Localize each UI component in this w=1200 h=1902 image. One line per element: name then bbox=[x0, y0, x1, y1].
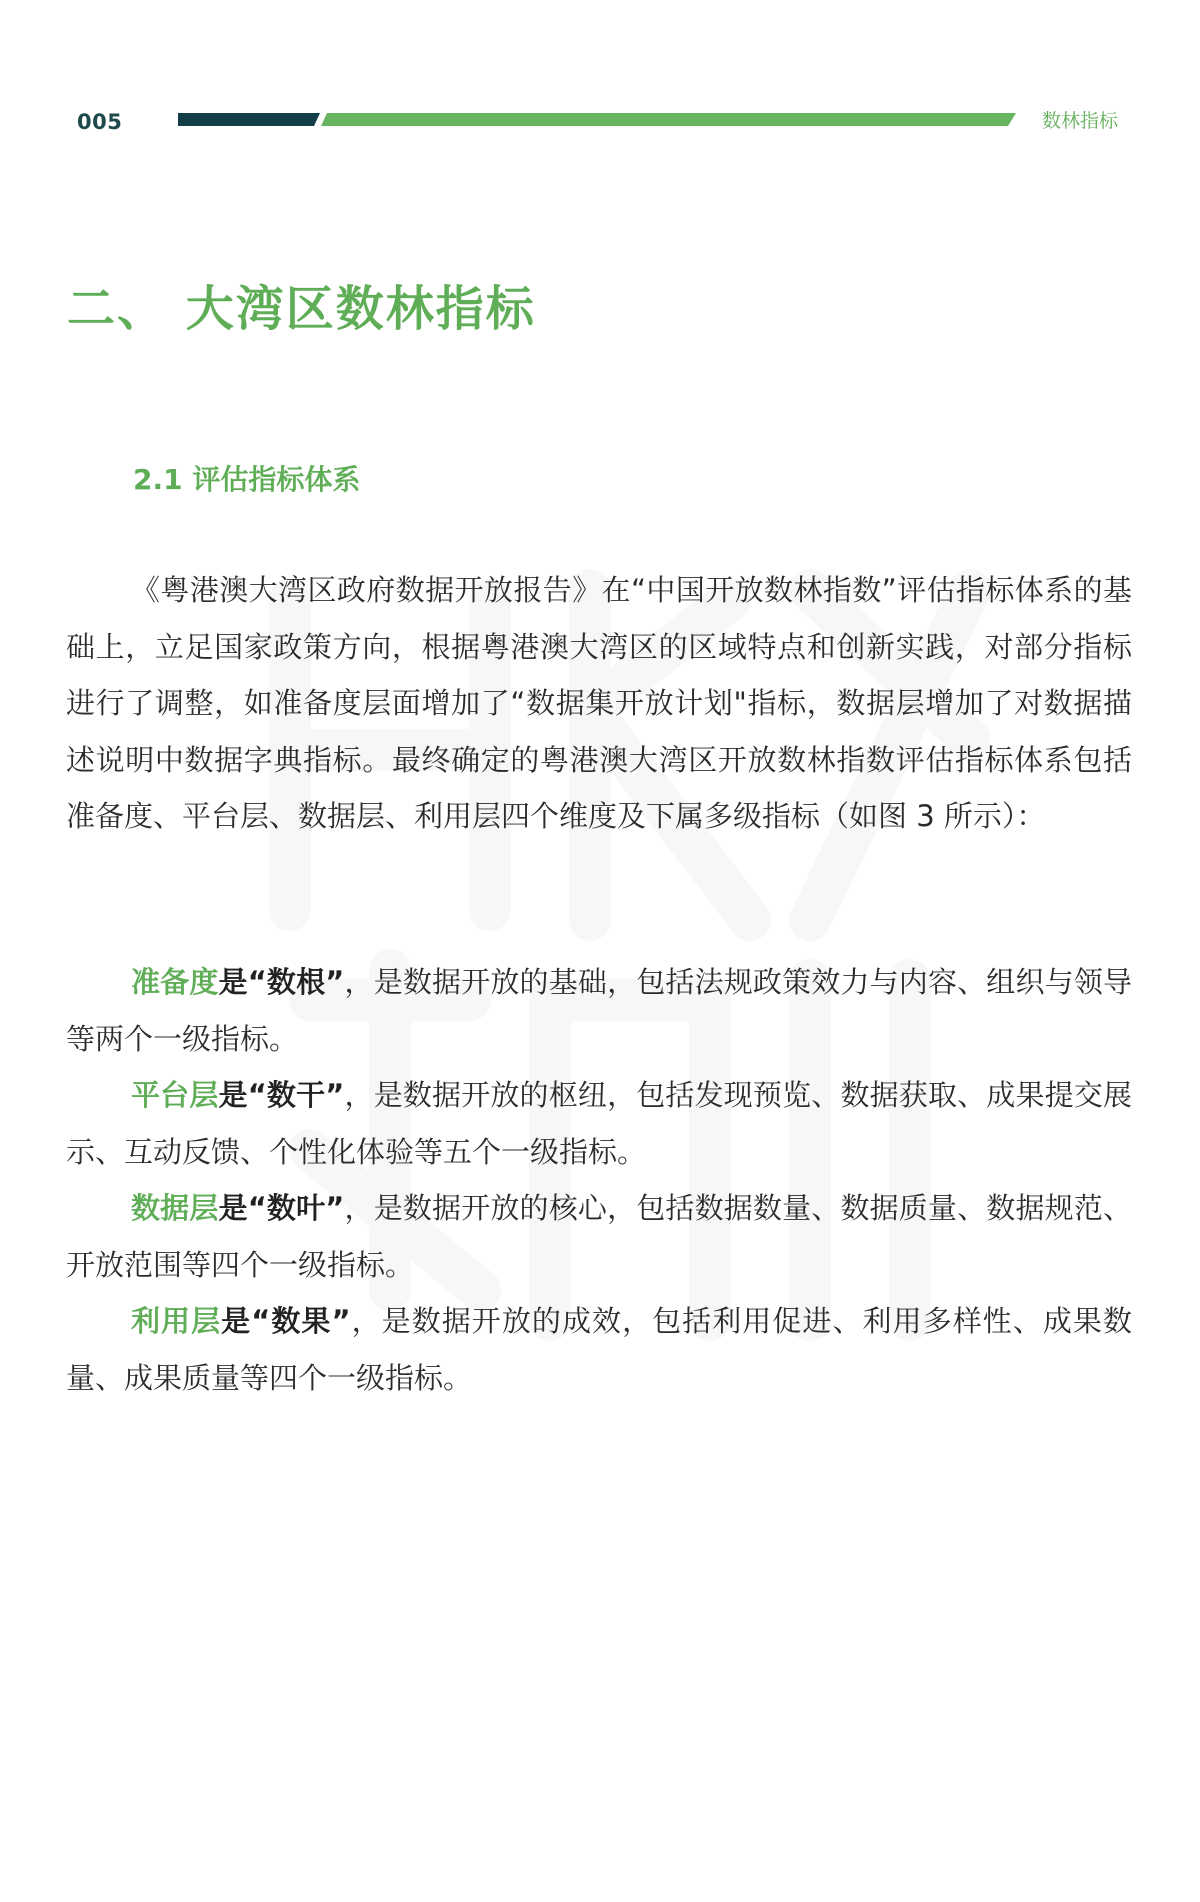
dimension-name: 平台层 bbox=[131, 1078, 219, 1112]
dimension-name: 准备度 bbox=[131, 965, 219, 999]
header-divider-bar bbox=[178, 113, 1016, 126]
dimension-alias: 是“数干” bbox=[218, 1078, 345, 1112]
header-bar-green-segment bbox=[321, 113, 1016, 126]
dimension-item bbox=[66, 954, 1132, 1067]
running-title: 数林指标 bbox=[1041, 110, 1118, 132]
dimension-list bbox=[66, 954, 1132, 1406]
dimension-name: 数据层 bbox=[131, 1191, 219, 1225]
dimension-item bbox=[66, 1067, 1132, 1180]
intro-paragraph: 《粤港澳大湾区政府数据开放报告》在“中国开放数林指数”评估指标体系的基础上，立足国家政策方向，根据粤港澳大湾区的区域特点和创新实践，对部分指标进行了调整，如准备度层面增加了“数据集开放计划"指标，数据层增加了对数据描述说明中数据字典指标。最终确定的粤港澳大湾区开放数林指数评估指标体系包括准备度、平台层、数据层、利用层四个维度及下属多级指标（如图 3 所示）： bbox=[66, 573, 1132, 833]
page-number: 005 bbox=[77, 110, 123, 134]
dimension-item bbox=[66, 1293, 1132, 1406]
dimension-description: ，是数据开放的枢纽，包括发现预览、数据获取、成果提交展示、互动反馈、个性化体验等五个一级指标。 bbox=[66, 1078, 1132, 1169]
dimension-description: ，是数据开放的核心，包括数据数量、数据质量、数据规范、开放范围等四个一级指标。 bbox=[66, 1191, 1132, 1282]
dimension-alias: 是“数根” bbox=[218, 965, 345, 999]
subsection-title: 2.1 评估指标体系 bbox=[133, 463, 361, 496]
dimension-item bbox=[66, 1180, 1132, 1293]
dimension-description: ，是数据开放的基础，包括法规政策效力与内容、组织与领导等两个一级指标。 bbox=[66, 965, 1132, 1056]
dimension-alias: 是“数果” bbox=[221, 1304, 351, 1338]
dimension-description: ，是数据开放的成效，包括利用促进、利用多样性、成果数量、成果质量等四个一级指标。 bbox=[66, 1304, 1132, 1395]
section-title: 二、 大湾区数林指标 bbox=[67, 281, 536, 337]
dimension-name: 利用层 bbox=[131, 1304, 222, 1338]
header-bar-dark-segment bbox=[178, 113, 320, 126]
dimension-alias: 是“数叶” bbox=[218, 1191, 345, 1225]
